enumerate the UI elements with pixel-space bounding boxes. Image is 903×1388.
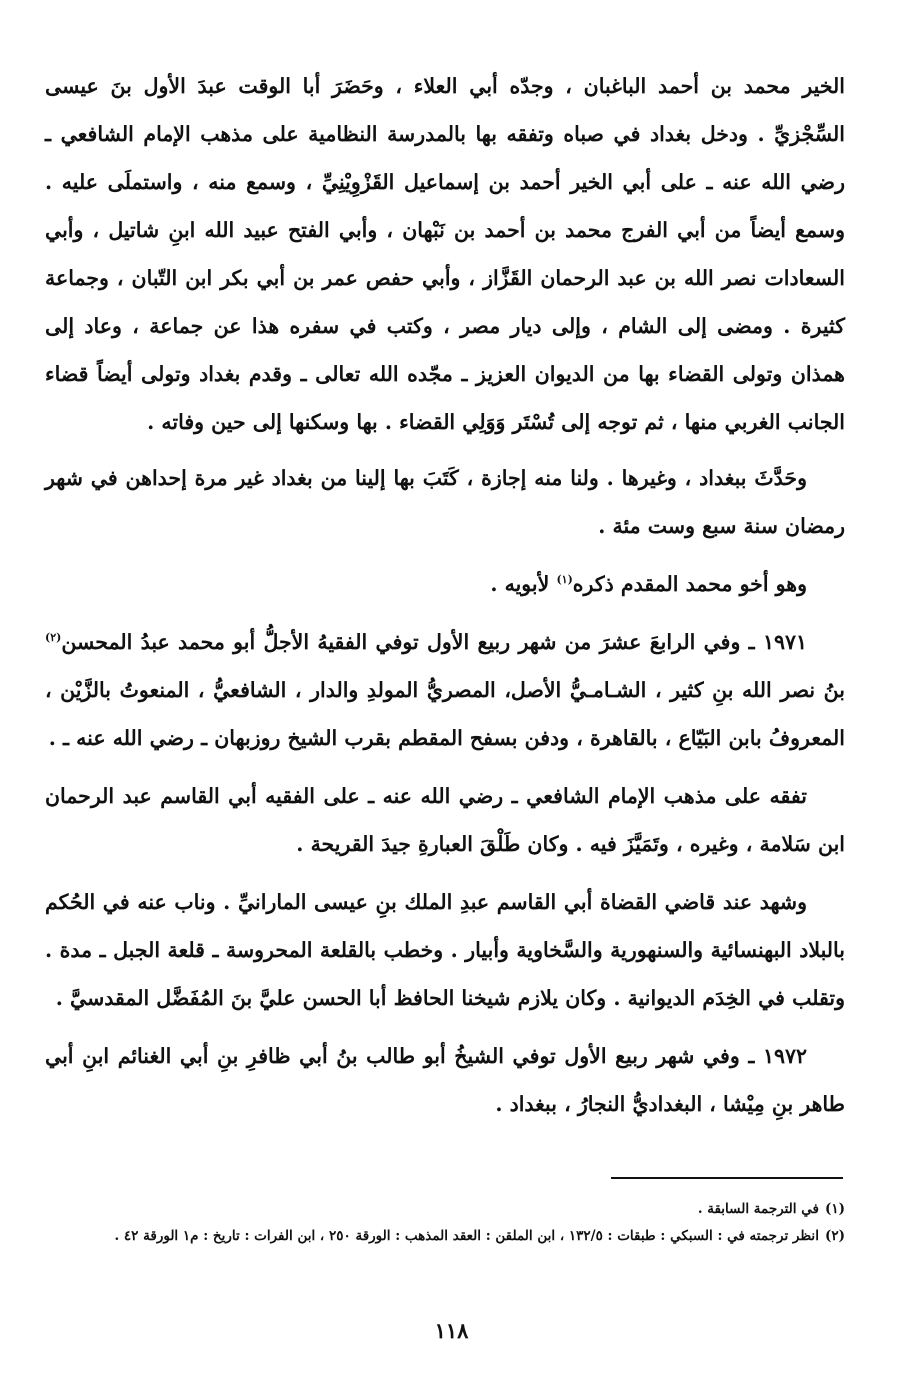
footnote-divider [611, 1177, 843, 1179]
footnote-ref-2: (٢) [45, 631, 62, 645]
page-number: ١١٨ [434, 1318, 469, 1343]
page-body [45, 62, 845, 1138]
footnote-2-number: (٢) [824, 1228, 845, 1244]
footnote-2 [45, 1224, 845, 1249]
entry-1971-text-end: بنُ نصر الله بنِ كثير ، الشـامـيُّ الأصل، المصريُّ المولدِ والدار ، الشافعيُّ ، المنعوتُ بالزَّيْن ، المعروفُ بابن البَيّاع ، بالقاهرة ، ودفن بسفح المقطم بقرب الشيخ روزبهان ـ رضي الله عنه ـ . [45, 678, 845, 750]
paragraph-career: وشهد عند قاضي القضاة أبي القاسم عبدِ الملك بنِ عيسى المارانيِّ . وناب عنه في الحُكم بالبلاد البهنسائية والسنهورية والسَّخاوية وأبيار . وخطب بالقلعة المحروسة ـ قلعة الجبل ـ مدة . وتقلب في الخِدَم الديوانية . وكان يلازم شيخنا الحافظ أبا الحسن عليَّ بنَ المُفَضَّل المقدسيَّ . [45, 890, 845, 1010]
footnote-1-text: في الترجمة السابقة . [697, 1201, 819, 1217]
entry-1971 [45, 618, 845, 762]
entry-1972-text: ـ وفي شهر ربيع الأول توفي الشيخُ أبو طالب بنُ أبي ظافرِ بنِ أبي الغنائم ابنِ أبي طاهر بنِ مِيْشا ، البغداديُّ النجارُ ، ببغداد . [45, 1044, 845, 1116]
paragraph-brother-note [45, 560, 845, 608]
footnote-1-number: (١) [824, 1201, 845, 1217]
footnote-2-text: انظر ترجمته في : السبكي : طبقات : ١٣٢/٥ ، ابن الملقن : العقد المذهب : الورقة ٢٥٠ ، ابن الفرات : تاريخ : م١ الورقة ٤٢ . [114, 1228, 819, 1244]
paragraph-biography-continued: الخير محمد بن أحمد الباغبان ، وجدّه أبي العلاء ، وحَضَرَ أبا الوقت عبدَ الأول بنَ عيسى السِّجْزيِّ . ودخل بغداد في صباه وتفقه بها بالمدرسة النظامية على مذهب الإمام الشافعي ـ رضي الله عنه ـ على أبي الخير أحمد بن إسماعيل القَزْوِيْنِيِّ ، وسمع منه ، واستملَى عليه . وسمع أيضاً من أبي الفرج محمد بن أحمد بن نَبْهان ، وأبي الفتح عبيد الله ابنِ شاتيل ، وأبي السعادات نصر الله بن عبد الرحمان القَزَّاز ، وأبي حفص عمر بن أبي بكر ابن التّبان ، وجماعة كثيرة . ومضى إلى الشام ، وإلى ديار مصر ، وكتب في سفره هذا عن جماعة ، وعاد إلى همذان وتولى القضاء بها من الديوان العزيز ـ مجّده الله تعالى ـ وقدم بغداد وتولى أيضاً قضاء الجانب الغربي منها ، ثم توجه إلى تُسْتَر وَوَلِي القضاء . بها وسكنها إلى حين وفاته . [45, 74, 845, 434]
entry-number-1972: ١٩٧٢ [762, 1044, 807, 1068]
brother-note-text-end: لأبويه . [490, 572, 557, 596]
paragraph-studies: تفقه على مذهب الإمام الشافعي ـ رضي الله عنه ـ على الفقيه أبي القاسم عبد الرحمان ابن سَلامة ، وغيره ، وتَمَيَّزَ فيه . وكان طَلْقَ العبارةِ جيدَ القريحة . [45, 784, 845, 856]
brother-note-text: وهو أخو محمد المقدم ذكره [572, 572, 807, 596]
entry-1971-text: ـ وفي الرابعَ عشرَ من شهر ربيع الأول توفي الفقيهُ الأجلُّ أبو محمد عبدُ المحسن [61, 630, 763, 654]
footnote-ref-1: (١) [556, 573, 573, 587]
entry-1972 [45, 1032, 845, 1128]
footnotes [45, 1197, 845, 1251]
entry-number-1971: ١٩٧١ [762, 630, 807, 654]
footnote-1 [45, 1197, 845, 1222]
paragraph-transmission: وحَدَّثَ ببغداد ، وغيرها . ولنا منه إجازة ، كَتَبَ بها إلينا من بغداد غير مرة إحداهن في شهر رمضان سنة سبع وست مئة . [45, 466, 845, 538]
